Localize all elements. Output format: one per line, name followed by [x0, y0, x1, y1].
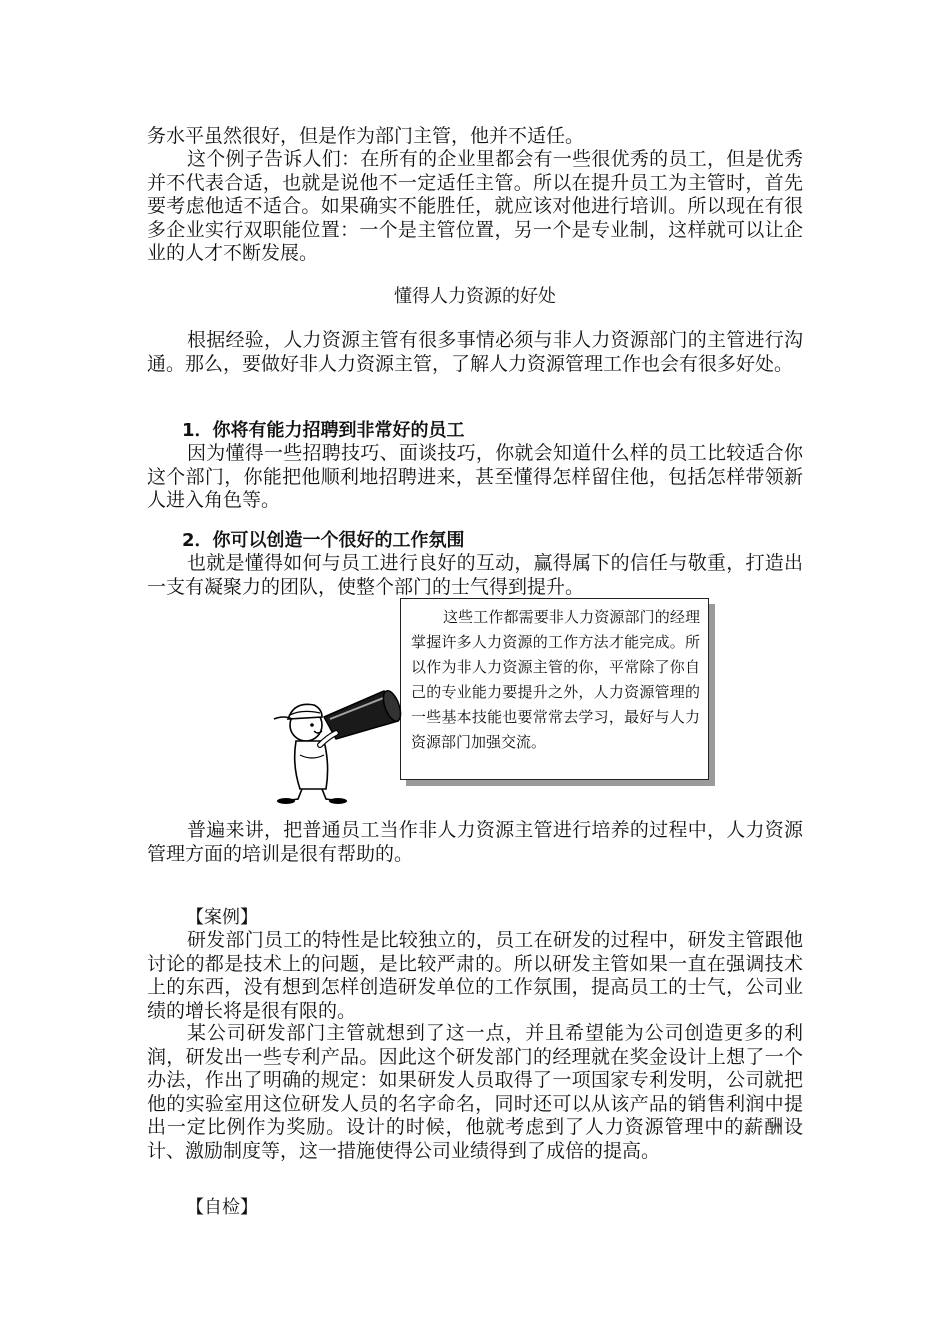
paragraph-5: 也就是懂得如何与员工进行良好的互动，赢得属下的信任与敬重，打造出一支有凝聚力的团队，使整个部门的士气得到提升。	[147, 552, 803, 598]
paragraph-8: 某公司研发部门主管就想到了这一点，并且希望能为公司创造更多的利润，研发出一些专利产品。因此这个研发部门的经理就在奖金设计上想了一个办法，作出了明确的规定：如果研发人员取得了一项国家专利发明，公司就把他的实验室用这位研发人员的名字命名，同时还可以从该产品的销售利润中提出一定比例作为奖励。设计的时候，他就考虑到了人力资源管理中的薪酬设计、激励制度等，这一措施使得公司业绩得到了成倍的提高。	[147, 1022, 803, 1162]
section-heading: 懂得人力资源的好处	[394, 286, 556, 307]
selfcheck-heading: 【自检】	[186, 1197, 258, 1218]
paragraph-7: 研发部门员工的特性是比较独立的，员工在研发的过程中，研发主管跟他讨论的都是技术上的问题，是比较严肃的。所以研发主管如果一直在强调技术上的东西，没有想到怎样创造研发单位的工作氛围，提高员工的士气，公司业绩的增长将是很有限的。	[147, 929, 803, 1022]
paragraph-1: 务水平虽然很好，但是作为部门主管，他并不适任。	[147, 125, 585, 147]
paragraph-6: 普遍来讲，把普通员工当作非人力资源主管进行培养的过程中，人力资源管理方面的培训是很有帮助的。	[147, 819, 803, 865]
paragraph-3: 根据经验，人力资源主管有很多事情必须与非人力资源部门的主管进行沟通。那么，要做好非人力资源主管，了解人力资源管理工作也会有很多好处。	[147, 329, 803, 375]
megaphone-cartoon-icon	[266, 685, 408, 805]
subheading-1: 1．你将有能力招聘到非常好的员工	[182, 420, 465, 441]
paragraph-4: 因为懂得一些招聘技巧、面谈技巧，你就会知道什么样的员工比较适合你这个部门，你能把他顺利地招聘进来，甚至懂得怎样留住他，包括怎样带领新人进入角色等。	[147, 442, 803, 511]
case-heading: 【案例】	[186, 907, 258, 928]
paragraph-2: 这个例子告诉人们：在所有的企业里都会有一些很优秀的员工，但是优秀并不代表合适，也就是说他不一定适任主管。所以在提升员工为主管时，首先要考虑他适不适合。如果确实不能胜任，就应该对他进行培训。所以现在有很多企业实行双职能位置：一个是主管位置，另一个是专业制，这样就可以让企业的人才不断发展。	[147, 148, 803, 264]
tip-box	[400, 598, 709, 780]
subheading-2: 2．你可以创造一个很好的工作氛围	[182, 530, 465, 551]
tip-text: 这些工作都需要非人力资源部门的经理掌握许多人力资源的工作方法才能完成。所以作为非人力资源主管的你，平常除了你自己的专业能力要提升之外，人力资源管理的一些基本技能也要常常去学习，最好与人力资源部门加强交流。	[411, 608, 700, 751]
